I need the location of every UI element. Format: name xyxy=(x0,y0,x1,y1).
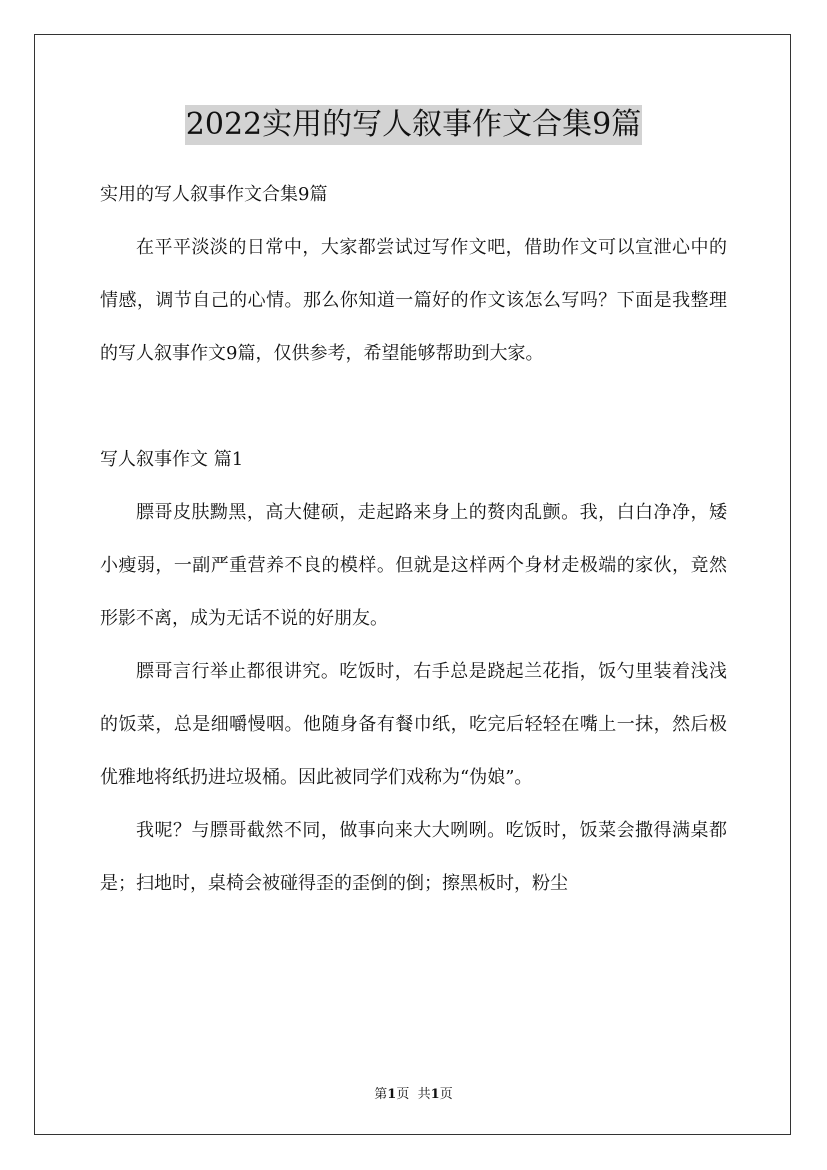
footer-total-suffix: 页 xyxy=(439,1087,453,1102)
document-title xyxy=(0,104,827,145)
footer-total-prefix: 共 xyxy=(417,1087,431,1102)
paragraph-gap xyxy=(100,380,727,433)
document-title-text: 2022实用的写人叙事作文合集9篇 xyxy=(185,105,642,145)
footer-page-suffix: 页 xyxy=(396,1087,410,1102)
intro-paragraph: 在平平淡淡的日常中，大家都尝试过写作文吧，借助作文可以宣泄心中的情感，调节自己的心情。那么你知道一篇好的作文该怎么写吗？下面是我整理的写人叙事作文9篇，仅供参考，希望能够帮助到大家。 xyxy=(100,237,727,364)
section-heading: 写人叙事作文 篇1 xyxy=(100,449,244,470)
document-subtitle: 实用的写人叙事作文合集9篇 xyxy=(100,184,328,205)
body-paragraph-3: 我呢？与膘哥截然不同，做事向来大大咧咧。吃饭时，饭菜会撒得满桌都是；扫地时，桌椅会被碰得歪的歪倒的倒；擦黑板时，粉尘 xyxy=(100,820,727,894)
document-body xyxy=(100,168,727,910)
footer-page-number: 1 xyxy=(387,1087,397,1102)
body-paragraph-1: 膘哥皮肤黝黑，高大健硕，走起路来身上的赘肉乱颤。我，白白净净，矮小瘦弱，一副严重营养不良的模样。但就是这样两个身材走极端的家伙，竟然形影不离，成为无话不说的好朋友。 xyxy=(100,502,727,629)
page-footer xyxy=(0,1083,827,1102)
body-paragraph-2: 膘哥言行举止都很讲究。吃饭时，右手总是跷起兰花指，饭勺里装着浅浅的饭菜，总是细嚼慢咽。他随身备有餐巾纸，吃完后轻轻在嘴上一抹，然后极优雅地将纸扔进垃圾桶。因此被同学们戏称为“伪娘”。 xyxy=(100,661,727,788)
footer-page-prefix: 第 xyxy=(374,1087,388,1102)
footer-total-pages: 1 xyxy=(430,1087,440,1102)
